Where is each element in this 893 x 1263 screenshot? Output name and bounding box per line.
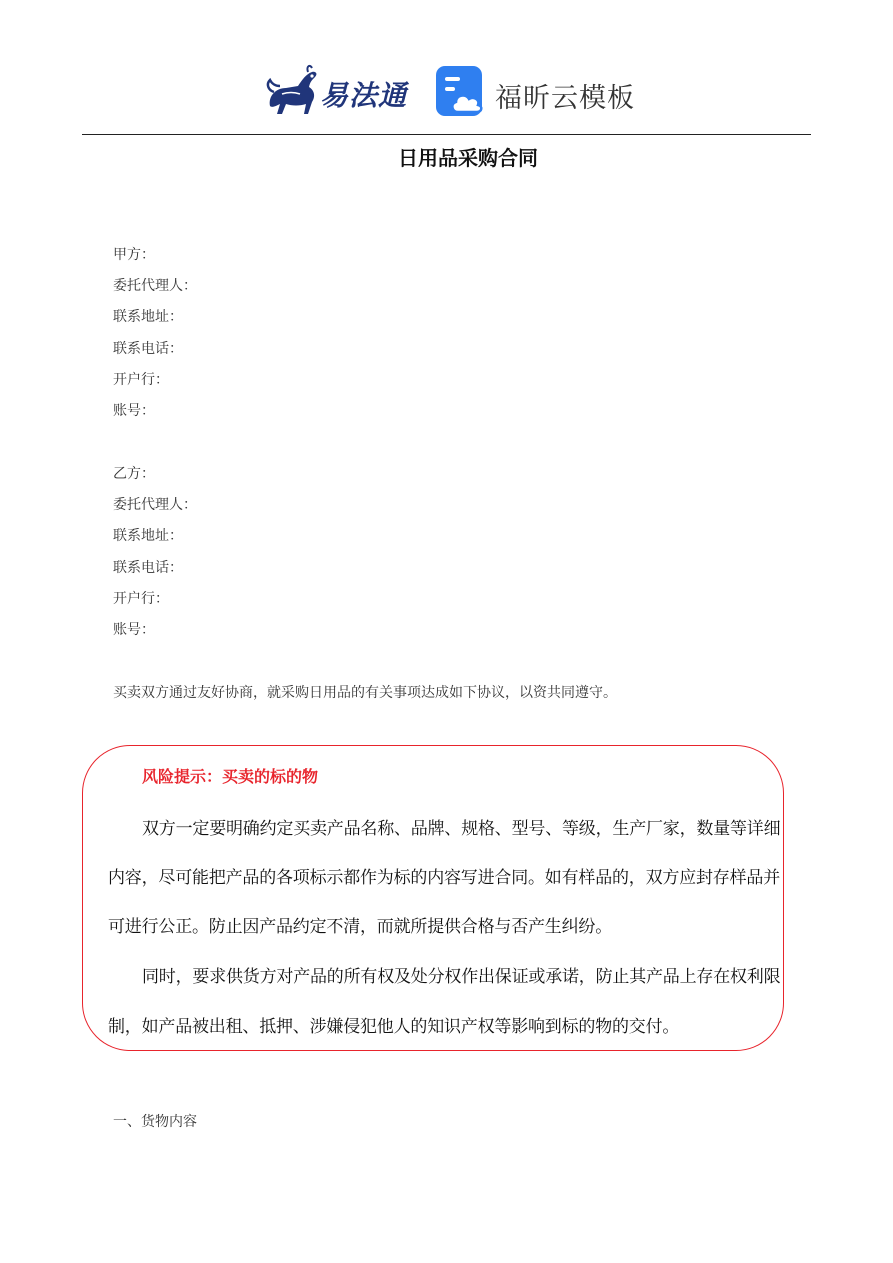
party-a-address: 联系地址：: [113, 309, 183, 325]
risk-line: 内容，尽可能把产品的各项标示都作为标的内容写进合同。如有样品的，双方应封存样品并: [108, 868, 780, 888]
risk-line: 同时，要求供货方对产品的所有权及处分权作出保证或承诺，防止其产品上存在权利限: [142, 967, 781, 987]
risk-notice-box: [82, 745, 784, 1051]
document-title: 日用品采购合同: [398, 146, 538, 170]
risk-line: 双方一定要明确约定买卖产品名称、品牌、规格、型号、等级，生产厂家，数量等详细: [142, 819, 781, 839]
party-b-agent: 委托代理人：: [113, 497, 197, 513]
party-b-label: 乙方：: [113, 466, 155, 482]
party-a-label: 甲方：: [113, 247, 155, 263]
party-a-phone: 联系电话：: [113, 341, 183, 357]
risk-notice-title: 风险提示：买卖的标的物: [142, 767, 319, 786]
page-header: [0, 56, 893, 126]
party-a-agent: 委托代理人：: [113, 278, 197, 294]
header-divider: [82, 134, 811, 135]
intro-paragraph: 买卖双方通过友好协商，就采购日用品的有关事项达成如下协议，以资共同遵守。: [113, 685, 617, 701]
section-heading-goods: 一、货物内容: [113, 1114, 197, 1130]
party-b-address: 联系地址：: [113, 528, 183, 544]
yifatong-logo: [262, 62, 414, 120]
fuxin-logo: [436, 64, 636, 118]
party-a-bank: 开户行：: [113, 372, 169, 388]
party-b-bank: 开户行：: [113, 591, 169, 607]
party-b-phone: 联系电话：: [113, 560, 183, 576]
party-a-account: 账号：: [113, 403, 155, 419]
party-b-account: 账号：: [113, 622, 155, 638]
yifatong-logo-text: 易法通: [320, 79, 408, 112]
cloud-document-icon: [436, 64, 490, 118]
risk-line: 可进行公正。防止因产品约定不清，而就所提供合格与否产生纠纷。: [108, 917, 612, 937]
qilin-icon: [262, 62, 322, 120]
risk-line: 制，如产品被出租、抵押、涉嫌侵犯他人的知识产权等影响到标的物的交付。: [108, 1017, 680, 1037]
fuxin-logo-text: 福昕云模板: [495, 83, 635, 114]
